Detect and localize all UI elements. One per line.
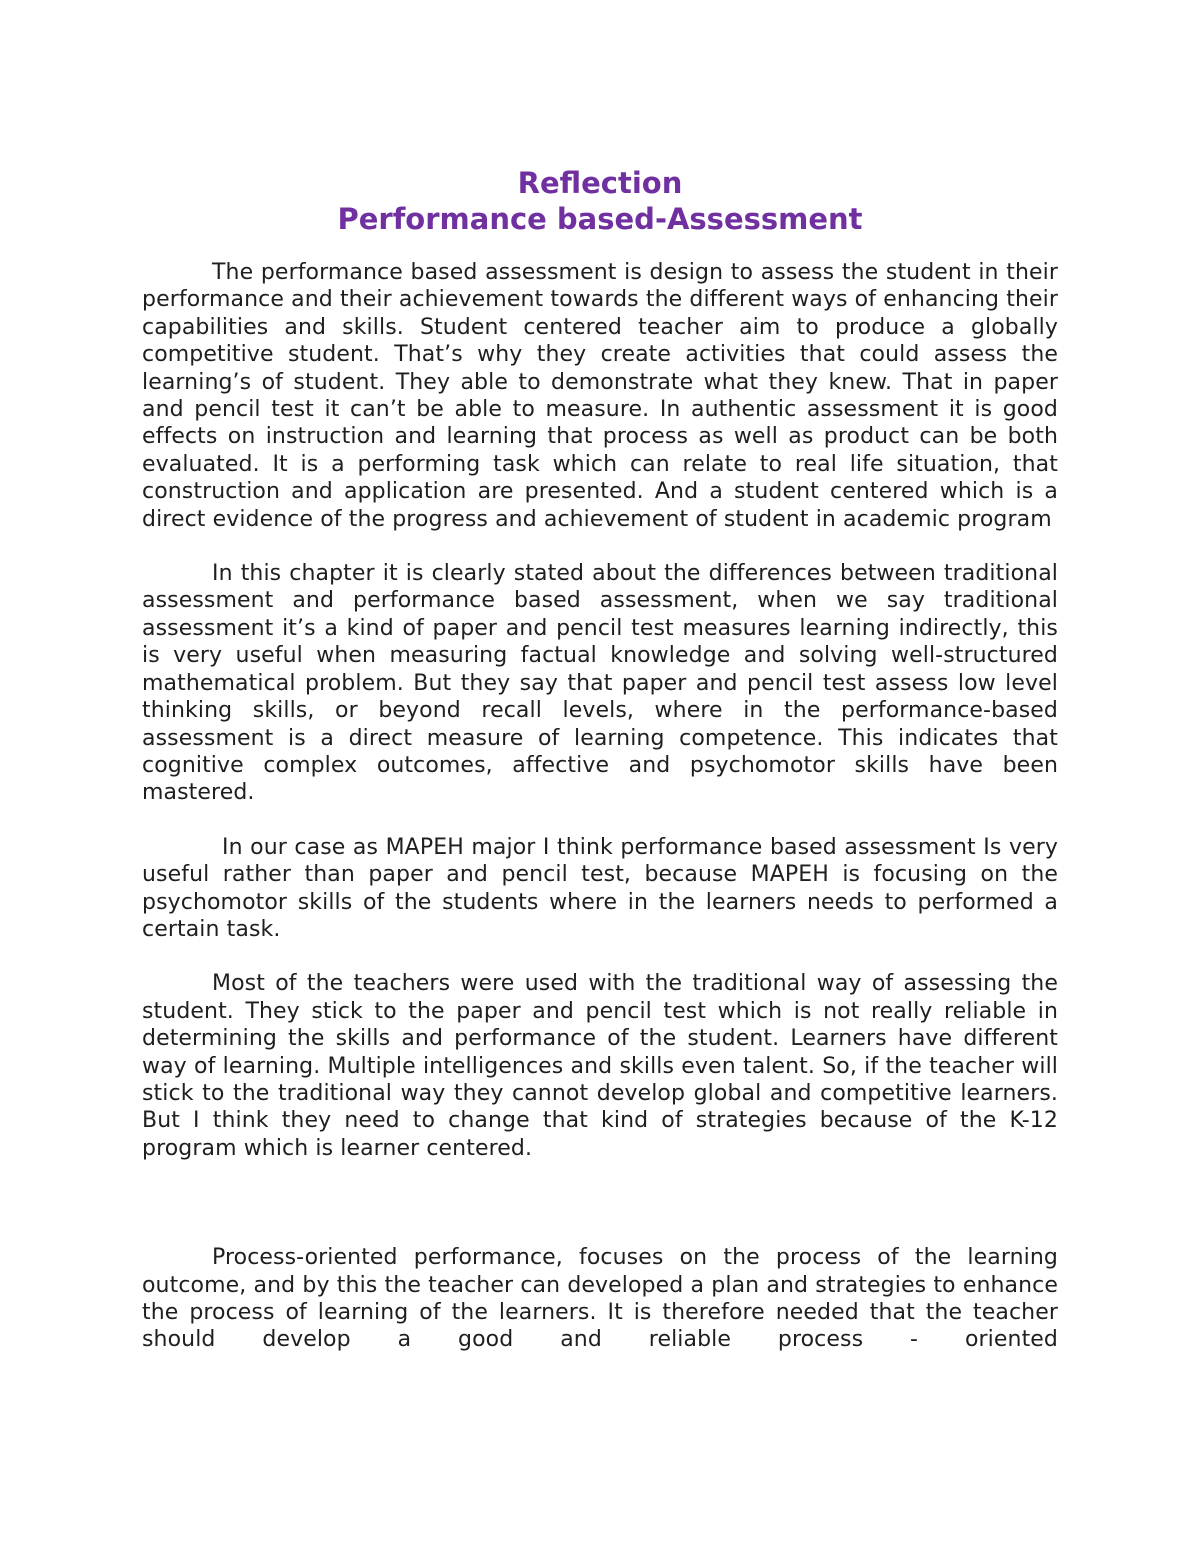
document-title: Reflection xyxy=(517,166,683,200)
paragraph-spacer xyxy=(142,943,1058,970)
paragraph-1: The performance based assessment is design to assess the student in their performance and their achievement towards the different ways of enhancing their capabilities and skills. Student centered teacher aim to produce a globally competitive student. That’s why they create activities that could assess the learning’s of student. They able to demonstrate what they knew. That in paper and pencil test it can’t be able to measure. In authentic assessment it is good effects on instruction and learning that process as well as product can be both evaluated. It is a performing task which can relate to real life situation, that construction and application are presented. And a student centered which is a direct evidence of the progress and achievement of student in academic program xyxy=(142,260,1058,532)
document-page xyxy=(142,165,1058,1354)
paragraph-2: In this chapter it is clearly stated about the differences between traditional assessment and performance based assessment, when we say traditional assessment it’s a kind of paper and pencil test measures learning indirectly, this is very useful when measuring factual knowledge and solving well-structured mathematical problem. But they say that paper and pencil test assess low level thinking skills, or beyond recall levels, where in the performance-based assessment is a direct measure of learning competence. This indicates that cognitive complex outcomes, affective and psychomotor skills have been mastered. xyxy=(142,561,1058,806)
paragraph-spacer xyxy=(142,1162,1058,1244)
paragraph-4: Most of the teachers were used with the traditional way of assessing the student. They stick to the paper and pencil test which is not really reliable in determining the skills and performance of the student. Learners have different way of learning. Multiple intelligences and skills even talent. So, if the teacher will stick to the traditional way they cannot develop global and competitive learners. But I think they need to change that kind of strategies because of the K-12 program which is learner centered. xyxy=(142,971,1058,1161)
paragraph-5: Process-oriented performance, focuses on the process of the learning outcome, and by this the teacher can developed a plan and strategies to enhance the process of learning of the learners. It is therefore needed that the teacher should develop a good and reliable process - oriented xyxy=(142,1245,1058,1353)
document-subtitle: Performance based-Assessment xyxy=(337,202,863,236)
paragraph-spacer xyxy=(142,533,1058,560)
paragraph-spacer xyxy=(142,807,1058,834)
paragraph-3: In our case as MAPEH major I think performance based assessment Is very useful rather than paper and pencil test, because MAPEH is focusing on the psychomotor skills of the students where in the learners needs to performed a certain task. xyxy=(142,834,1058,942)
